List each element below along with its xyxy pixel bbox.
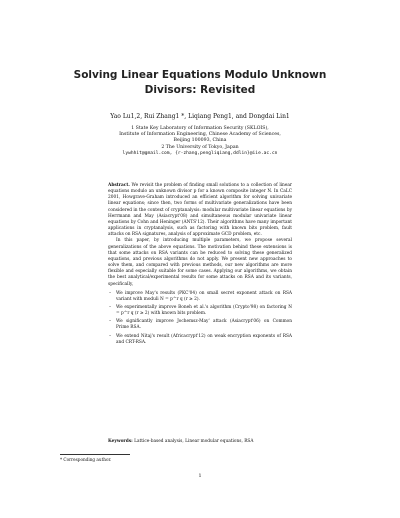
footnote: * Corresponding author. <box>60 457 112 462</box>
list-item: – We extend Nitaj's result (Africacrypt'12) on weak encryption exponents of RSA and CRT-RSA. <box>108 334 292 346</box>
keywords-label: Keywords: <box>108 439 133 444</box>
contribution-list <box>108 291 292 346</box>
keywords <box>108 439 292 445</box>
title-line-2: Divisors: Revisited <box>144 84 256 96</box>
abstract-text-1: We revisit the problem of finding small solutions to a collection of linear equations modulo an unknown divisor p for a known composite integer N. In CaLC 2001, Howgrave-Graham introduced an efficient algorithm for solving univariate linear equations; since then, two forms of multivariate generalizations have been considered in the context of cryptanalysis: modular multivariate linear equations by Herrmann and May (Asiacrypt'08) and simultaneous modular univariate linear equations by Cohn and Heninger (ANTS'12). Their algorithms have many important applications in cryptanalysis, such as factoring with known bits problem, fault attacks on RSA signatures, analysis of approximate GCD problem, etc. <box>108 183 292 238</box>
affiliation-2: 2 The University of Tokyo, Japan <box>161 144 239 150</box>
page-number: 1 <box>198 474 202 479</box>
author-list: Yao Lu1,2, Rui Zhang1 *, Liqiang Peng1, and Dongdai Lin1 <box>110 113 290 120</box>
title-line-1: Solving Linear Equations Modulo Unknown <box>73 69 327 81</box>
paper-title <box>60 68 340 98</box>
abstract <box>108 183 292 348</box>
author-emails: lywhhit@gmail.com, {r-zhang,pengliqiang,ddlin}@iie.ac.cn <box>122 150 278 156</box>
abstract-paragraph-2: In this paper, by introducing multiple parameters, we propose several generalizations of the above equations. The motivation behind these extensions is that some attacks on RSA variants can be reduced to solving these generalized equations, and previous algorithms do not apply. We present new approaches to solve them, and compared with previous methods, our new algorithms are more flexible and especially suitable for some cases. Applying our algorithms, we obtain the best analytical/experimental results for some attacks on RSA and its variants, specifically, <box>108 238 292 287</box>
affiliations <box>80 126 320 157</box>
abstract-label: Abstract. <box>108 183 130 188</box>
footnote-rule <box>60 454 130 455</box>
affiliation-1-line-3: Beijing 100093, China <box>173 138 227 144</box>
list-item: – We experimentally improve Boneh et al.'s algorithm (Crypto'98) on factoring N = p^r q (r ≥ 2) with known bits problem. <box>108 305 292 317</box>
abstract-paragraph-1 <box>108 183 292 238</box>
list-item: – We improve May's results (PKC'04) on small secret exponent attack on RSA variant with moduli N = p^r q (r ≥ 2). <box>108 291 292 303</box>
keywords-text: Lattice-based analysis, Linear modular equations, RSA <box>134 439 254 444</box>
affiliation-1-line-1: 1 State Key Laboratory of Information Security (SKLOIS), <box>131 126 269 131</box>
affiliation-1-line-2: Institute of Information Engineering, Chinese Academy of Sciences, <box>119 132 281 138</box>
list-item: – We significantly improve Jochemsz-May' attack (Asiacrypt'06) on Common Prime RSA. <box>108 319 292 331</box>
